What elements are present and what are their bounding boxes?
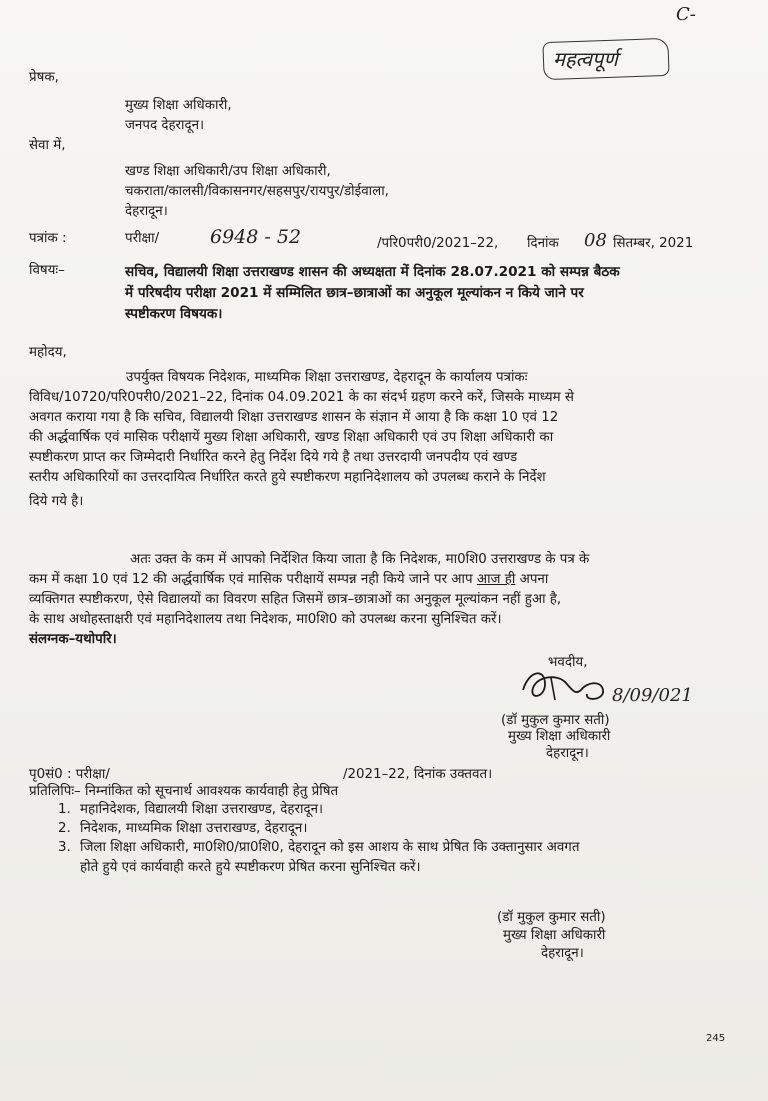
sender-line1: मुख्य शिक्षा अधिकारी, <box>125 98 232 113</box>
copy-item-2-text: निदेशक, माध्यमिक शिक्षा उत्तराखण्ड, देहरादून। <box>80 821 308 836</box>
signature-handwritten-date: 8/09/021 <box>612 685 693 706</box>
para2-today-emphasis: आज ही <box>476 572 516 587</box>
reference-label: पत्रांक : <box>29 231 67 246</box>
para1-line3: अवगत कराया गया है कि सचिव, विद्यालयी शिक्षा उत्तराखण्ड शासन के संज्ञान में आया है कि कक्षा 10 एवं 12 <box>29 410 559 425</box>
reference-suffix: /परि0परी0/2021–22, <box>377 236 499 251</box>
para2-line4: के साथ अधोहस्ताक्षरी एवं महानिदेशालय तथा निदेशक, मा0शि0 को उपलब्ध करना सुनिश्चित करें। <box>29 612 502 627</box>
reference-number-handwritten: 6948 - 52 <box>210 226 302 248</box>
para1-line5: स्पष्टीकरण प्राप्त कर जिम्मेदारी निर्धारित करने हेतु निर्देश दिये गये है तथा उत्तरदायी जनपदीय एवं खण्ड <box>29 450 518 465</box>
salutation: महोदय, <box>29 345 67 360</box>
copy-item-1-num: 1. <box>58 802 71 817</box>
sender-label: प्रेषक, <box>29 70 59 85</box>
copy-item-1 <box>58 801 323 818</box>
recipient-line3: देहरादून। <box>125 204 168 219</box>
para2-line1: अतः उक्त के कम में आपको निर्देशित किया जाता है कि निदेशक, मा0शि0 उत्तराखण्ड के पत्र के <box>130 552 590 567</box>
reference-date-label: दिनांक <box>527 236 559 251</box>
corner-mark: C- <box>676 4 696 25</box>
signature1-title: मुख्य शिक्षा अधिकारी <box>508 729 611 744</box>
signature2-title: मुख्य शिक्षा अधिकारी <box>503 928 606 943</box>
subject-label: विषयः– <box>29 263 65 278</box>
para2-line2-after: अपना <box>519 572 549 587</box>
copy-item-2 <box>58 820 307 837</box>
signature1-place: देहरादून। <box>546 746 589 761</box>
copy-intro: प्रतिलिपिः– निम्नांकित को सूचनार्थ आवश्यक कार्यवाही हेतु प्रेषित <box>29 784 339 799</box>
copy-item-1-text: महानिदेशक, विद्यालयी शिक्षा उत्तराखण्ड, देहरादून। <box>80 802 324 817</box>
para1-line1: उपर्युक्त विषयक निदेशक, माध्यमिक शिक्षा उत्तराखण्ड, देहरादून के कार्यालय पत्रांकः <box>126 370 528 385</box>
signature1-name: (डॉ मुकुल कुमार सती) <box>501 713 610 728</box>
signature2-name: (डॉ मुकुल कुमार सती) <box>497 910 606 925</box>
recipient-label: सेवा में, <box>29 138 66 153</box>
copy-item-3-num: 3. <box>58 840 71 855</box>
para2-line2 <box>29 571 548 588</box>
copy-ref-label: पृ0सं0 : परीक्षा/ <box>29 767 110 782</box>
signature-mark <box>515 660 615 706</box>
sender-line2: जनपद देहरादून। <box>125 118 205 133</box>
para2-line2-before: कम में कक्षा 10 एवं 12 की अर्द्धवार्षिक एवं मासिक परीक्षायें सम्पन्न नही किये जाने पर आप <box>29 572 473 587</box>
subject-line1: सचिव, विद्यालयी शिक्षा उत्तराखण्ड शासन की अध्यक्षता में दिनांक 28.07.2021 को सम्पन्न बैठक <box>125 264 620 280</box>
copy-item-2-num: 2. <box>58 821 71 836</box>
enclosure: संलग्नक–यथोपरि। <box>29 632 117 647</box>
recipient-line2: चकराता/कालसी/विकासनगर/सहसपुर/रायपुर/डोईवाला, <box>125 184 389 199</box>
para2-line3: व्यक्तिगत स्पष्टीकरण, ऐसे विद्यालयों का विवरण सहित जिसमें छात्र–छात्राओं का अनुकूल मूल्यांकन नहीं हुआ है, <box>29 592 562 607</box>
copy-item-3-cont: होते हुये एवं कार्यवाही करते हुये स्पष्टीकरण प्रेषित करना सुनिश्चित करें। <box>80 860 421 875</box>
reference-prefix: परीक्षा/ <box>125 231 160 246</box>
para1-line4: की अर्द्धवार्षिक एवं मासिक परीक्षायें मुख्य शिक्षा अधिकारी, खण्ड शिक्षा अधिकारी एवं उप शिक्षा अधिकारी का <box>29 430 554 445</box>
recipient-line1: खण्ड शिक्षा अधिकारी/उप शिक्षा अधिकारी, <box>125 164 331 179</box>
para1-line7: दिये गये है। <box>29 494 84 509</box>
page-number: 245 <box>706 1033 726 1044</box>
copy-item-3 <box>58 839 579 856</box>
important-stamp-text: महत्वपूर्ण <box>553 47 618 71</box>
para1-line2: विविध/10720/परि0परी0/2021–22, दिनांक 04.09.2021 के का संदर्भ ग्रहण करने करें, जिसके माध्यम से <box>29 390 574 405</box>
subject-line2: में परिषदीय परीक्षा 2021 में सम्मिलित छात्र–छात्राओं का अनुकूल मूल्यांकन न किये जाने पर <box>125 285 584 301</box>
signature2-place: देहरादून। <box>541 946 584 961</box>
closing: भवदीय, <box>548 655 588 670</box>
reference-date-day: 08 <box>584 230 607 251</box>
para1-line6: स्तरीय अधिकारियों का उत्तरदायित्व निर्धारित करते हुये स्पष्टीकरण महानिदेशालय को उपलब्ध कराने के निर्देश <box>29 470 546 485</box>
copy-item-3-text: जिला शिक्षा अधिकारी, मा0शि0/प्रा0शि0, देहरादून को इस आशय के साथ प्रेषित कि उक्तानुसार अवगत <box>80 840 580 855</box>
reference-date-rest: सितम्बर, 2021 <box>613 236 694 251</box>
copy-ref-middle: /2021–22, दिनांक उक्तवत। <box>343 767 493 782</box>
subject-line3: स्पष्टीकरण विषयक। <box>125 306 223 322</box>
